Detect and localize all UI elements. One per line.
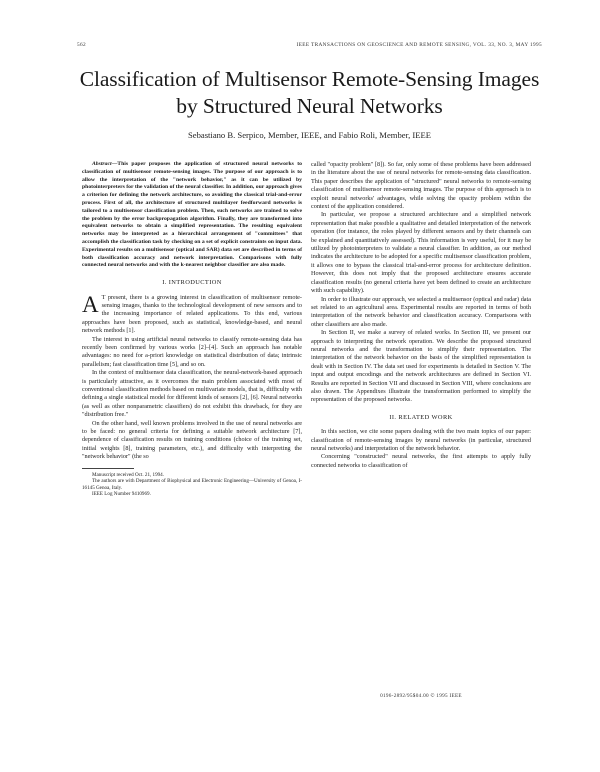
intro-paragraph-4: On the other hand, well known problems involved in the use of neural networks are to be faced: no general criteria for defining a suitable network architecture [7], dependence of classification results on training conditions (choice of the training set, initial weights [8], training parameters, etc.), and difficulty with interpreting the "network behavior" (the so bbox=[82, 419, 302, 461]
intro-paragraph-7: In order to illustrate our approach, we selected a multisensor (optical and radar) data set related to an agricultural area. Experimental results are reported in terms of both interpretation of the network behavior and classification accuracy. Comparisons with other classifiers are also made. bbox=[311, 295, 531, 328]
left-column bbox=[82, 161, 302, 498]
section-heading-related-work: II. RELATED WORK bbox=[389, 413, 453, 421]
intro-paragraph-6: In particular, we propose a structured architecture and a simplified network representation that make possible a qualitative and detailed interpretation of the network operation (for instance, the roles played by different sensors and by their channels can be explained and quantitatively assessed). This information is very useful, for it may be utilized by photointerpreters to validate a neural classifier. In addition, as our method indicates the architecture to be adopted for a specific multisensor classification problem, it allows one to bypass the classical trial-and-error process for architecture definition. However, this does not imply that the proposed architecture ensures accurate classification results (no general criteria have yet been defined to create an architecture with such capability). bbox=[311, 211, 531, 295]
right-column bbox=[311, 161, 531, 470]
intro-paragraph-1 bbox=[82, 291, 302, 336]
intro-paragraph-3: In the context of multisensor data classification, the neural-network-based approach is particularly attractive, as it overcomes the main problem associated with most of conventional classification methods based on multivariate models, that is, difficulty with defining a single statistical model for different kinds of sensors [2], [6]. Neural networks (as well as other nonparametric classifiers) do not exhibit this drawback, for they are "distribution free." bbox=[82, 369, 302, 419]
intro-paragraph-5: called "opacity problem" [8]). So far, only some of these problems have been addressed in the literature about the use of neural networks for remote-sensing data classification. This paper describes the application of "structured" neural networks to remote-sensing classification of multisensor remote-sensing images. The purpose of this approach is to exploit neural networks' advantages, while solving the opacity problem within the context of the application considered. bbox=[311, 161, 531, 211]
footnote-divider bbox=[82, 468, 134, 469]
author-line: Sebastiano B. Serpico, Member, IEEE, and Fabio Roli, Member, IEEE bbox=[188, 130, 431, 140]
drop-cap: A bbox=[82, 291, 99, 317]
journal-header: IEEE TRANSACTIONS ON GEOSCIENCE AND REMOTE SENSING, VOL. 33, NO. 3, MAY 1995 bbox=[296, 42, 542, 48]
intro-paragraph-1-text: T present, there is a growing interest in classification of multisensor remote-sensing images, thanks to the technological development of new sensors and to the increasing importance of related applications. To this end, various approaches have been proposed, such as statistical, knowledge-based, and neural network methods [1]. bbox=[82, 293, 302, 335]
copyright-line: 0196-2892/95$04.00 © 1995 IEEE bbox=[380, 693, 462, 699]
page-number: 562 bbox=[77, 42, 86, 48]
abstract-label: Abstract— bbox=[92, 161, 118, 167]
abstract bbox=[82, 161, 302, 270]
intro-paragraph-2: The interest in using artificial neural networks to classify remote-sensing data has recently been confirmed by various works [2]–[4]. Such an approach has notable advantages: no need for a-priori knowledge on statistical distribution of data; intrinsic parallelism; fast classification time [5], and so on. bbox=[82, 335, 302, 368]
footnote-manuscript: Manuscript received Oct. 21, 1994. bbox=[92, 471, 164, 478]
paper-title: Classification of Multisensor Remote-Sensing Images by Structured Neural Networks bbox=[79, 67, 540, 118]
section-heading-introduction: I. INTRODUCTION bbox=[162, 279, 222, 287]
footnote-affiliation: The authors are with Department of Biophysical and Electronic Engineering—University of Genoa, I-16145 Genoa, Italy. bbox=[82, 478, 302, 491]
running-head bbox=[77, 42, 542, 52]
footnote-log-number: IEEE Log Number 9410969. bbox=[92, 491, 151, 498]
related-paragraph-1: In this section, we cite some papers dealing with the two main topics of our paper: classification of remote-sensing images by neural networks (in particular, structured neural networks) and interpretation of the network behavior. bbox=[311, 428, 531, 452]
related-paragraph-2: Concerning "constructed" neural networks, the first attempts to apply fully connected networks to classification of bbox=[311, 453, 531, 469]
abstract-text: This paper proposes the application of structured neural networks to classification of multisensor remote-sensing images. The purpose of our approach is to allow the interpretation of the "network behavior," as it can be utilized by photointerpreters for the validation of the neural classifier. In addition, our approach gives a criterion for defining the network architecture, so avoiding the classical trial-and-error process. First of all, the architecture of structured multilayer feedforward networks is tailored to a multisensor classification problem. Then, such networks are trained to solve the problem by the error backpropagation algorithm. Finally, they are transformed into equivalent networks to obtain a simplified representation. The resulting equivalent networks may be interpreted as a hierarchical arrangement of "committees" that accomplish the classification task by checking on a set of explicit constraints on input data. Experimental results on a multisensor (optical and SAR) data set are described in terms of both classification accuracy and network interpretation. Comparisons with fully connected neural networks and with the k-nearest neighbor classifier are also made. bbox=[82, 161, 302, 269]
intro-paragraph-8: In Section II, we make a survey of related works. In Section III, we present our approach to interpreting the network operation. We describe the proposed structured neural networks and the transformation to simplify their representation. The interpretation of the network behavior on the basis of the simplified representation is dealt with in Section IV. The data set used for experiments is detailed in Section V. The input and output encodings and the network architectures are defined in Section VI. Results are reported in Section VII and discussed in Section VIII, where conclusions are also drawn. The Appendixes illustrate the transformation performed to simplify the representation of the proposed networks. bbox=[311, 329, 531, 404]
